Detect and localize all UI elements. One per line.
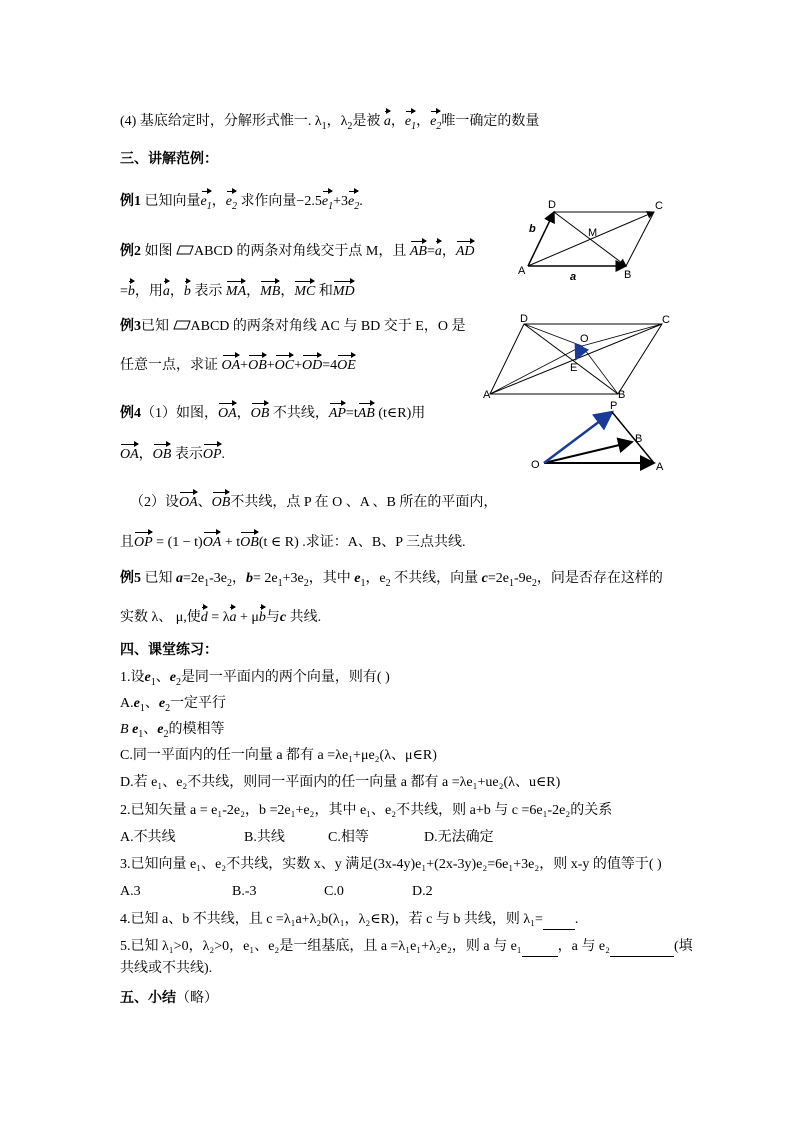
label-d: D xyxy=(548,199,556,211)
line-pa xyxy=(612,412,654,463)
exercise-3-options: A.3 B.-3 C.0 D.2 xyxy=(120,884,433,899)
example-4-part2-line2: 且OP = (1 − t)OA + tOB(t ∈ R) .求证：A、B、P 三点共线. xyxy=(120,531,465,552)
exercise-1-option-b: B $e_1$、$e_2$的模相等 xyxy=(120,722,225,740)
label-vector-b: b xyxy=(529,223,536,235)
example-4-line2: OA，OB 表示OP. xyxy=(120,443,225,464)
exercise-2-options: A.不共线 B.共线 C.相等 D.无法确定 xyxy=(120,830,494,845)
parallelogram-icon xyxy=(176,245,194,255)
exercise-1-option-a: $A.e_1$、$e_2$一定平行 xyxy=(120,696,227,714)
segment-oa xyxy=(490,346,582,394)
label-vector-a: a xyxy=(570,271,577,283)
segment-od xyxy=(524,324,582,346)
diagonal-bd xyxy=(524,324,618,394)
label-m: M xyxy=(588,227,598,239)
side-cb xyxy=(626,212,654,266)
section-4-heading: 四、课堂练习： xyxy=(120,643,218,658)
diagonal-db xyxy=(554,212,626,266)
exercise-5-line2: 共线或不共线). xyxy=(120,961,213,976)
vector-ad xyxy=(528,212,554,266)
label-a: A xyxy=(483,389,491,401)
exercise-5-line1: 5.已知 λ₁>0，λ₂>0，e₁、e₂是一组基底，且 a =λ₁e₁+λ₂e₂，则 a 与 e₁ ，a 与 e₂ (填 xyxy=(120,938,693,957)
label-b: B xyxy=(635,433,643,445)
example-2-line2: =b，用a，b 表示 MA，MB，MC 和MD xyxy=(120,280,355,301)
figure-parallelogram-o xyxy=(482,312,682,402)
label-o: O xyxy=(531,459,540,471)
example-5-line1: 例5 已知 $a=2e_1-3e_2$，$b= 2e_1+3e_2$，其中 $e_1$，$e_2$ 不共线，向量 $c=2e_1-9e_2$，问是否存在这样的 xyxy=(120,571,663,589)
label-e: E xyxy=(570,362,578,374)
example-5-line2: 实数 λ、 μ,使d = λa + μb与c 共线. xyxy=(120,606,321,627)
label-b: B xyxy=(624,269,632,281)
example-1: 例1 已知向量$e_1$，$e_2$ 求作向量$-2.5e_1+3e_2$. xyxy=(120,190,363,216)
label-o: O xyxy=(580,333,589,345)
exercise-1-option-c: C.同一平面内的任一向量 a 都有 a =λe₁+μe₂(λ、μ∈R) xyxy=(120,748,437,763)
example-3-line2: 任意一点，求证 OA+OB+OC+OD=4OE xyxy=(120,354,356,375)
example-4-line1: 例4（1）如图，OA，OB 不共线，AP=tAB (t∈R)用 xyxy=(120,402,425,423)
label-b: B xyxy=(618,389,626,401)
section-3-heading: 三、讲解范例： xyxy=(120,152,218,167)
label-c: C xyxy=(662,314,670,326)
example-2-line1: 例2 如图 ABCD 的两条对角线交于点 M，且 AB=a，AD xyxy=(120,240,475,261)
segment-ob xyxy=(582,346,618,394)
label-a: A xyxy=(518,265,526,277)
exercise-3-stem: 3.已知向量 e₁、e₂不共线，实数 x、y 满足(3x-4y)e₁+(2x-3y)e₂=6e₁+3e₂，则 x-y 的值等于( ) xyxy=(120,857,662,872)
exercise-1-stem: 1.设$e_1$、$e_2$是同一平面内的两个向量，则有( ) xyxy=(120,670,390,688)
exercise-1-option-d: D.若 e₁、e₂不共线，则同一平面内的任一向量 a 都有 a =λe₁+ue₂(λ、u∈R) xyxy=(120,775,561,790)
label-a: A xyxy=(656,461,664,473)
figure-collinear-opab xyxy=(528,398,678,478)
section-5-heading: 五、小结（略） xyxy=(120,991,218,1006)
basis-statement-line: (4) 基底给定时，分解形式惟一. $\lambda_1$，$\lambda_2$是被 a，$e_1$，$e_2$唯一确定的数量 xyxy=(120,110,539,136)
figure-parallelogram-m xyxy=(512,196,672,286)
diagonal-ac xyxy=(528,212,654,266)
example-4-part2-line1: （2）设OA、OB不共线，点 P 在 O 、A 、B 所在的平面内， xyxy=(130,491,497,512)
exercise-4: 4.已知 a、b 不共线，且 c =λ₁a+λ₂b(λ₁，λ₂∈R)，若 c 与 b 共线，则 λ₁= . xyxy=(120,911,578,930)
example-3-line1: 例3已知 ABCD 的两条对角线 AC 与 BD 交于 E，O 是 xyxy=(120,319,466,334)
label-p: P xyxy=(610,400,618,412)
exercise-2-stem: 2.已知矢量 a = e₁-2e₂，b =2e₁+e₂，其中 e₁、e₂不共线，则 a+b 与 c =6e₁-2e₂的关系 xyxy=(120,803,613,818)
label-d: D xyxy=(520,313,528,325)
label-c: C xyxy=(655,200,663,212)
parallelogram-icon xyxy=(173,320,191,330)
